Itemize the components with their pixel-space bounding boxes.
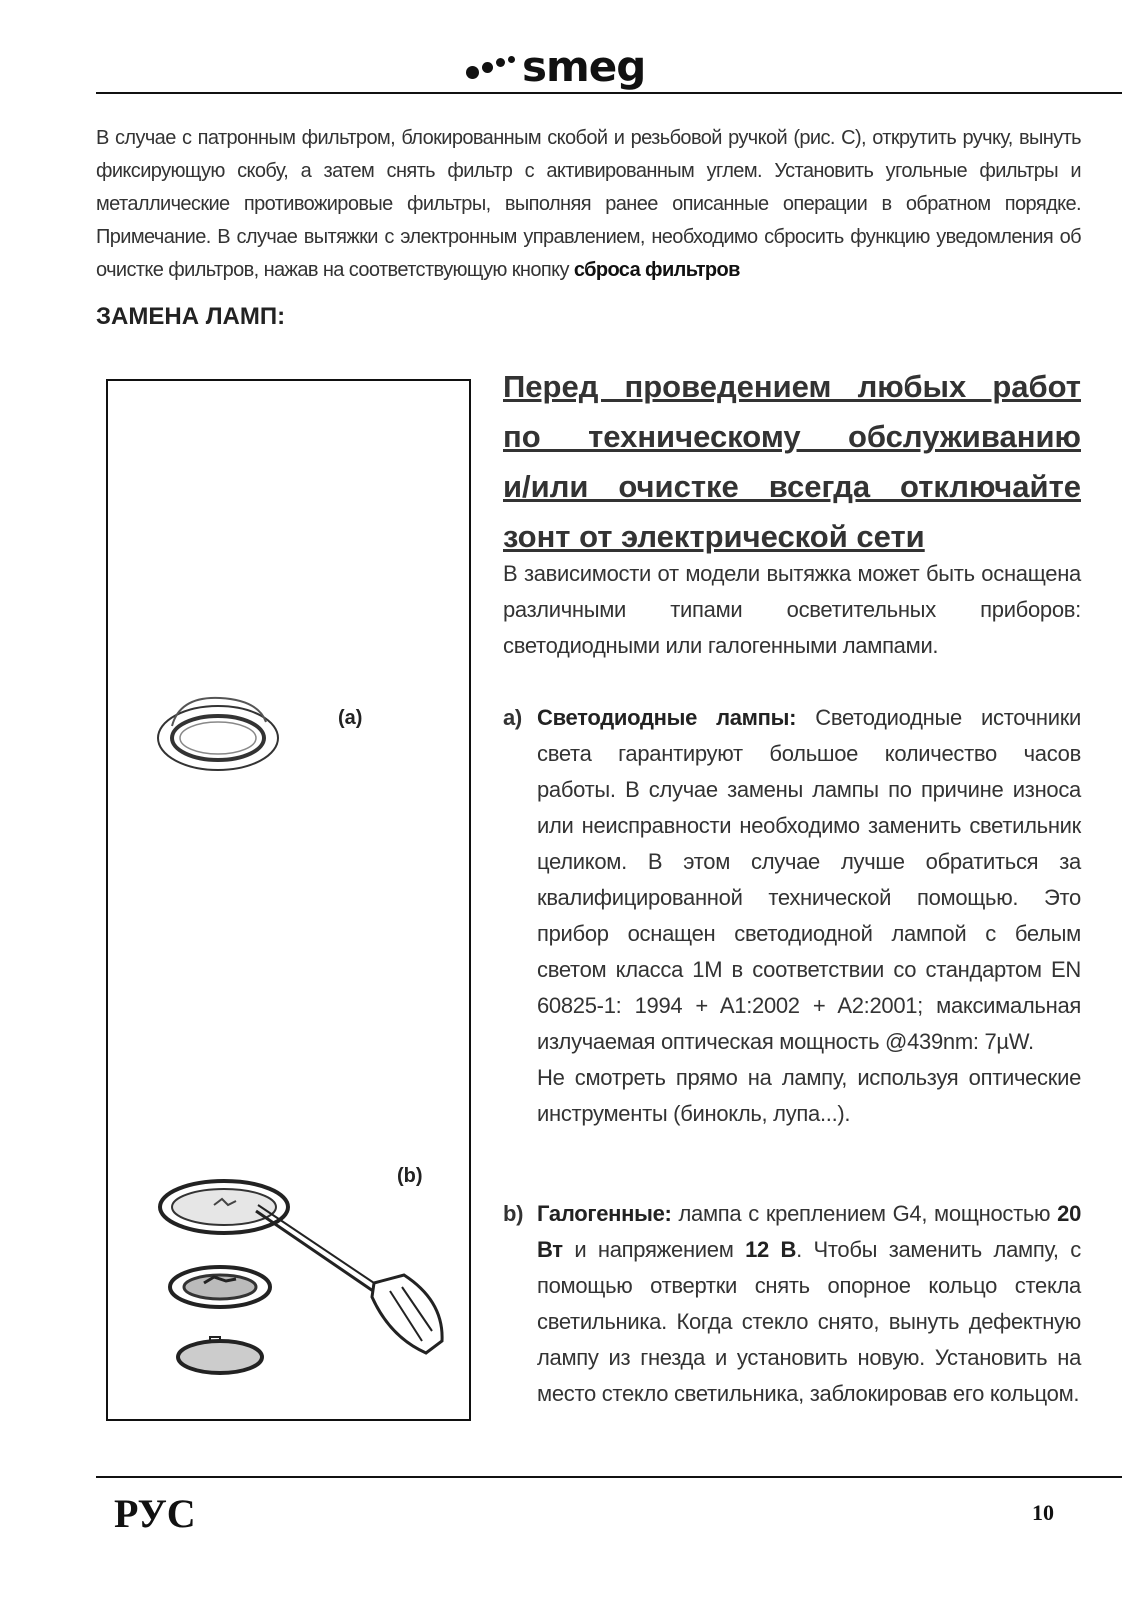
figure-label-a: (a) [338, 707, 363, 729]
logo-text: smeg [522, 42, 646, 91]
warning-line-4: зонт от электрической сети [503, 519, 925, 554]
item-a-title: Светодиодные лампы: [537, 705, 797, 730]
lamp-types-description: В зависимости от модели вытяжка может быть оснащена различными типами осветительных приборов: светодиодными или галогенными лампами. [503, 561, 1081, 658]
item-led-lamps [503, 700, 1081, 1132]
warning-line-3: и/или очистке всегда отключайте [503, 469, 1081, 504]
halogen-lamp-icon [144, 1171, 464, 1411]
item-b-text-3: . Чтобы заменить лампу, с помощью отвертки снять опорное кольцо стекла светильника. Когда стекло снято, вынуть дефектную лампу из гнезда и установить новую. Установить на место стекло светильника, заблокировав его кольцом. [537, 1237, 1082, 1406]
warning-line-1: Перед проведением любых работ [503, 369, 1081, 404]
figure-label-b: (b) [397, 1165, 423, 1187]
footer-language: РУС [114, 1491, 196, 1536]
logo-dots-icon [466, 56, 518, 79]
item-a-note: Не смотреть прямо на лампу, используя оптические инструменты (бинокль, лупа...). [537, 1065, 1081, 1126]
item-b-text-1: лампа с креплением G4, мощностью [678, 1201, 1051, 1226]
intro-bold-tail: сброса фильтров [573, 259, 740, 281]
item-b-marker: b) [503, 1201, 524, 1226]
item-b-power: 20 Вт [537, 1201, 1082, 1262]
footer-rule [96, 1476, 1122, 1478]
section-title: ЗАМЕНА ЛАМП: [96, 303, 286, 330]
item-b-title: Галогенные: [537, 1201, 672, 1226]
item-a-text: Светодиодные источники света гарантируют большое количество часов работы. В случае замены лампы по причине износа или неисправности необходимо заменить светильник целиком. В этом случае лучше обратиться за квалифицированной технической помощью. Это прибор оснащен светодиодной лампой с белым светом класса 1M в соответствии со стандартом EN 60825-1: 1994 + A1:2002 + A2:2001; максимальная излучаемая оптическая мощность @439nm: 7µW. [537, 705, 1082, 1054]
header-rule [96, 92, 1122, 94]
intro-text: В случае с патронным фильтром, блокированным скобой и резьбовой ручкой (рис. С), открутить ручку, вынуть фиксирующую скобу, а затем снять фильтр с активированным углем. Установить угольные фильтры и металлические противожировые фильтры, выполняя ранее описанные операции в обратном порядке. Примечание. В случае вытяжки с электронным управлением, необходимо сбросить функцию уведомления об очистке фильтров, нажав на соответствующую кнопку [96, 127, 1081, 281]
safety-warning [503, 362, 1081, 562]
smeg-logo [466, 42, 645, 92]
page-number: 10 [1032, 1500, 1054, 1525]
led-lamp-icon [150, 686, 290, 776]
intro-paragraph [96, 122, 1081, 287]
item-b-text-2: и напряжением [574, 1237, 734, 1262]
item-b-voltage: 12 В [745, 1237, 797, 1262]
warning-line-2: по техническому обслуживанию [503, 419, 1081, 454]
lamp-figure [106, 379, 471, 1421]
item-halogen-lamps [503, 1196, 1081, 1412]
item-a-marker: a) [503, 705, 522, 730]
